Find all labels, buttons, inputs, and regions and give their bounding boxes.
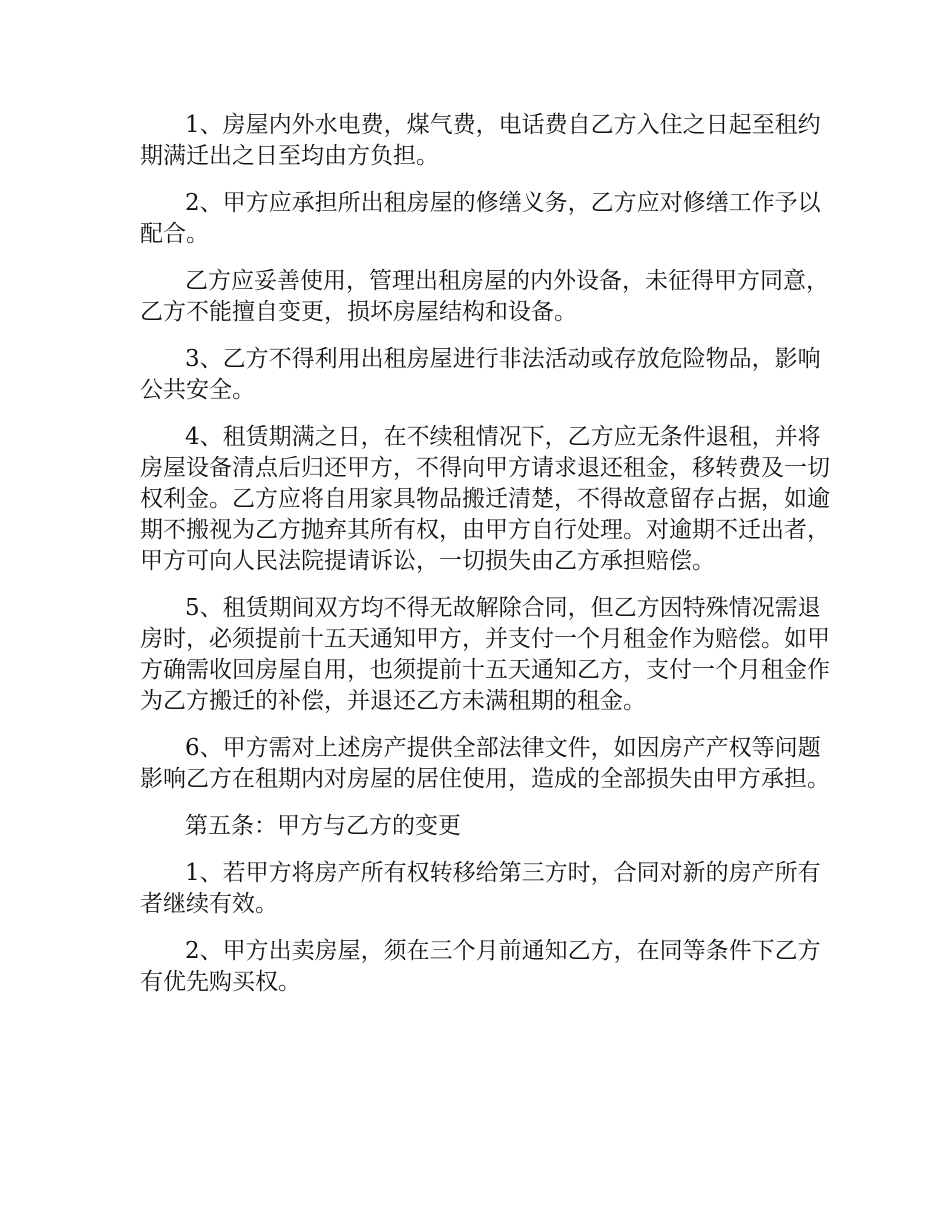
- clause-ownership-transfer: 1、若甲方将房产所有权转移给第三方时，合同对新的房产所有者继续有效。: [140, 860, 821, 917]
- clause-repairs: 2、甲方应承担所出租房屋的修缮义务，乙方应对修缮工作予以配合。: [140, 190, 821, 247]
- clause-illegal-activity: 3、乙方不得利用出租房屋进行非法活动或存放危险物品，影响公共安全。: [140, 346, 821, 403]
- clause-early-termination: 5、租赁期间双方均不得无故解除合同，但乙方因特殊情况需退房时，必须提前十五天通知甲方，并支付一个月租金作为赔偿。如甲方确需收回房屋自用，也须提前十五天通知乙方，支付一个月租金作为乙方搬迁的补偿，并退还乙方未满租期的租金。: [140, 595, 830, 714]
- section-heading-article-5: 第五条：甲方与乙方的变更: [185, 813, 461, 839]
- clause-legal-documents: 6、甲方需对上述房产提供全部法律文件，如因房产产权等问题影响乙方在租期内对房屋的居住使用，造成的全部损失由甲方承担。: [140, 735, 830, 792]
- document-page: [140, 110, 830, 1014]
- clause-right-of-first-refusal: 2、甲方出卖房屋，须在三个月前通知乙方，在同等条件下乙方有优先购买权。: [140, 938, 821, 995]
- clause-lease-expiry: 4、租赁期满之日，在不续租情况下，乙方应无条件退租，并将房屋设备清点后归还甲方，不得向甲方请求退还租金，移转费及一切权利金。乙方应将自用家具物品搬迁清楚，不得故意留存占据，如逾期不搬视为乙方抛弃其所有权，由甲方自行处理。对逾期不迁出者，甲方可向人民法院提请诉讼，一切损失由乙方承担赔偿。: [140, 424, 830, 574]
- clause-utilities: 1、房屋内外水电费，煤气费，电话费自乙方入住之日起至租约期满迁出之日至均由方负担。: [140, 112, 821, 169]
- clause-equipment-care: 乙方应妥善使用，管理出租房屋的内外设备，未征得甲方同意，乙方不能擅自变更，损坏房屋结构和设备。: [140, 268, 829, 325]
